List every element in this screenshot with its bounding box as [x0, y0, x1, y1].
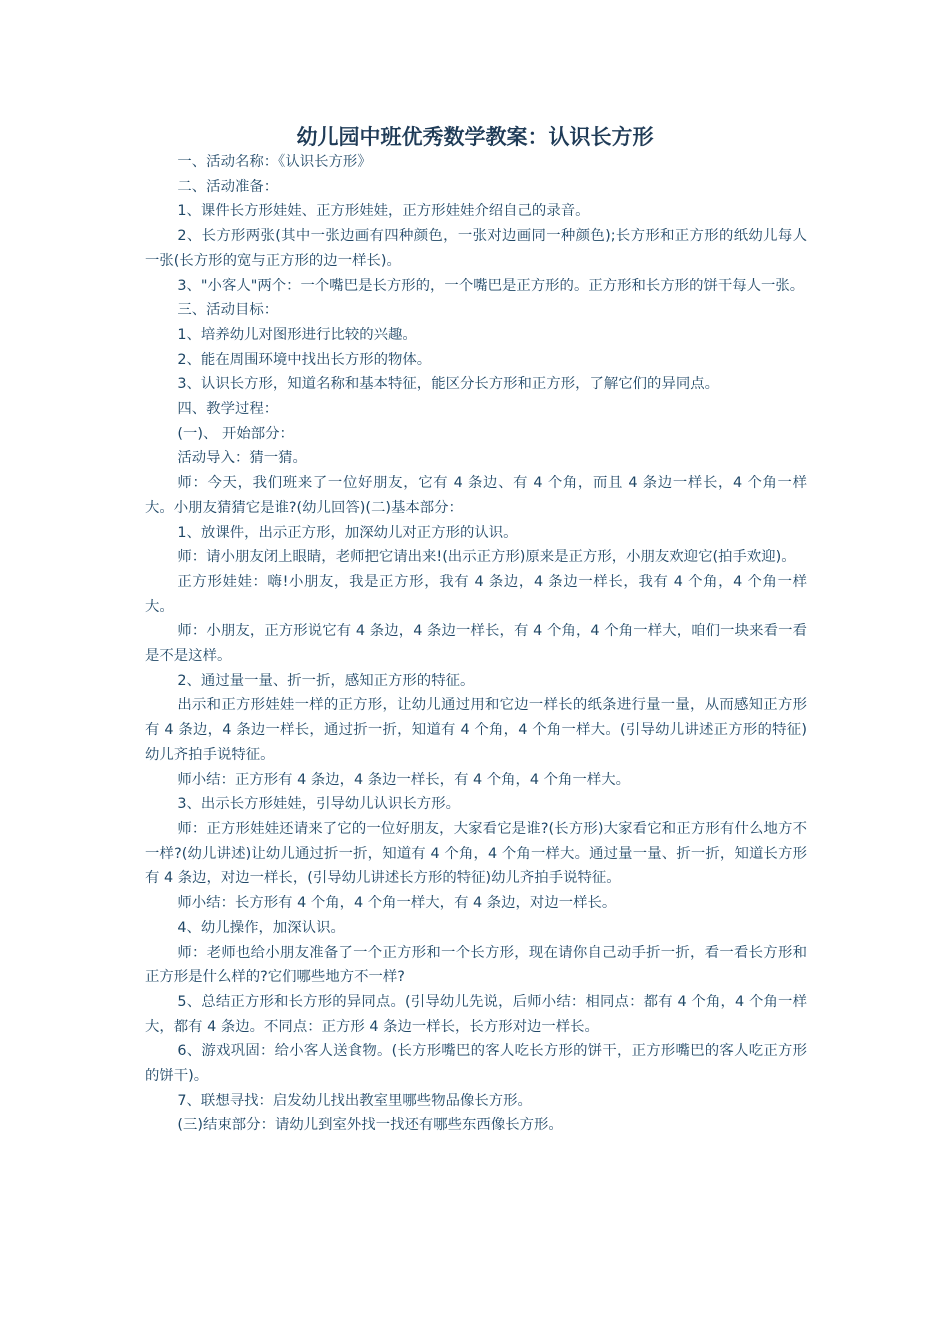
paragraph: 四、教学过程：: [177, 401, 279, 418]
paragraph: 正方形娃娃：嗨!小朋友，我是正方形，我有 4 条边，4 条边一样长，我有 4 个角，4 个角一样大。: [145, 573, 807, 615]
paragraph: 一、活动名称：《认识长方形》: [177, 154, 372, 170]
paragraph: 2、长方形两张(其中一张边画有四种颜色，一张对边画同一种颜色);长方形和正方形的纸幼儿每人一张(长方形的宽与正方形的边一样长)。: [145, 228, 807, 269]
paragraph: 1、培养幼儿对图形进行比较的兴趣。: [177, 326, 417, 343]
paragraph: 师：小朋友，正方形说它有 4 条边，4 条边一样长，有 4 个角，4 个角一样大，咱们一块来看一看是不是这样。: [145, 623, 807, 665]
paragraph: 2、能在周围环境中找出长方形的物体。: [177, 351, 432, 368]
paragraph: 二、活动准备：: [177, 178, 279, 195]
paragraph: 1、课件长方形娃娃、正方形娃娃，正方形娃娃介绍自己的录音。: [177, 203, 590, 220]
document-title: 幼儿园中班优秀数学教案：认识长方形: [296, 124, 654, 149]
paragraph: 5、总结正方形和长方形的异同点。(引导幼儿先说，后师小结：相同点：都有 4 个角，4 个角一样大，都有 4 条边。不同点：正方形 4 条边一样长，长方形对边一样长。: [145, 993, 807, 1035]
paragraph: 7、联想寻找：启发幼儿找出教室里哪些物品像长方形。: [177, 1092, 532, 1109]
paragraph: 师：正方形娃娃还请来了它的一位好朋友，大家看它是谁?(长方形)大家看它和正方形有什么地方不一样?(幼儿讲述)让幼儿通过折一折，知道有 4 个角，4 个角一样大。通过量一量、折一折，知道长方形有 4 条边，对边一样长，(引导幼儿讲述长方形的特征)幼儿齐拍手说特征。: [145, 820, 807, 887]
paragraph: 1、放课件，出示正方形，加深幼儿对正方形的认识。: [177, 524, 518, 541]
paragraph: 师：请小朋友闭上眼睛，老师把它请出来!(出示正方形)原来是正方形，小朋友欢迎它(拍手欢迎)。: [177, 549, 796, 566]
paragraph: 师小结：长方形有 4 个角，4 个角一样大，有 4 条边，对边一样长。: [177, 895, 617, 912]
paragraph: 活动导入：猜一猜。: [177, 450, 307, 467]
paragraph: 师：老师也给小朋友准备了一个正方形和一个长方形，现在请你自己动手折一折，看一看长方形和正方形是什么样的?它们哪些地方不一样?: [145, 944, 807, 986]
paragraph: 师：今天，我们班来了一位好朋友，它有 4 条边、有 4 个角，而且 4 条边一样长，4 个角一样大。小朋友猜猜它是谁?(幼儿回答)(二)基本部分：: [145, 475, 807, 516]
paragraph: 3、"小客人"两个：一个嘴巴是长方形的，一个嘴巴是正方形的。正方形和长方形的饼干每人一张。: [177, 277, 805, 294]
paragraph: (三)结束部分：请幼儿到室外找一找还有哪些东西像长方形。: [177, 1117, 563, 1134]
paragraph: 师小结：正方形有 4 条边，4 条边一样长，有 4 个角，4 个角一样大。: [177, 771, 631, 788]
paragraph: 6、游戏巩固：给小客人送食物。(长方形嘴巴的客人吃长方形的饼干，正方形嘴巴的客人吃正方形的饼干)。: [145, 1043, 807, 1085]
paragraph: 三、活动目标：: [177, 302, 279, 319]
document-body: [145, 150, 807, 1138]
paragraph: 4、幼儿操作，加深认识。: [177, 919, 345, 936]
paragraph: 2、通过量一量、折一折，感知正方形的特征。: [177, 672, 475, 689]
paragraph: (一)、 开始部分：: [177, 425, 294, 442]
paragraph: 3、出示长方形娃娃，引导幼儿认识长方形。: [177, 796, 460, 813]
paragraph: 3、认识长方形，知道名称和基本特征，能区分长方形和正方形，了解它们的异同点。: [177, 376, 720, 393]
paragraph: 出示和正方形娃娃一样的正方形，让幼儿通过用和它边一样长的纸条进行量一量，从而感知正方形有 4 条边，4 条边一样长，通过折一折，知道有 4 个角，4 个角一样大。(引导幼儿讲述正方形的特征)幼儿齐拍手说特征。: [145, 697, 807, 763]
